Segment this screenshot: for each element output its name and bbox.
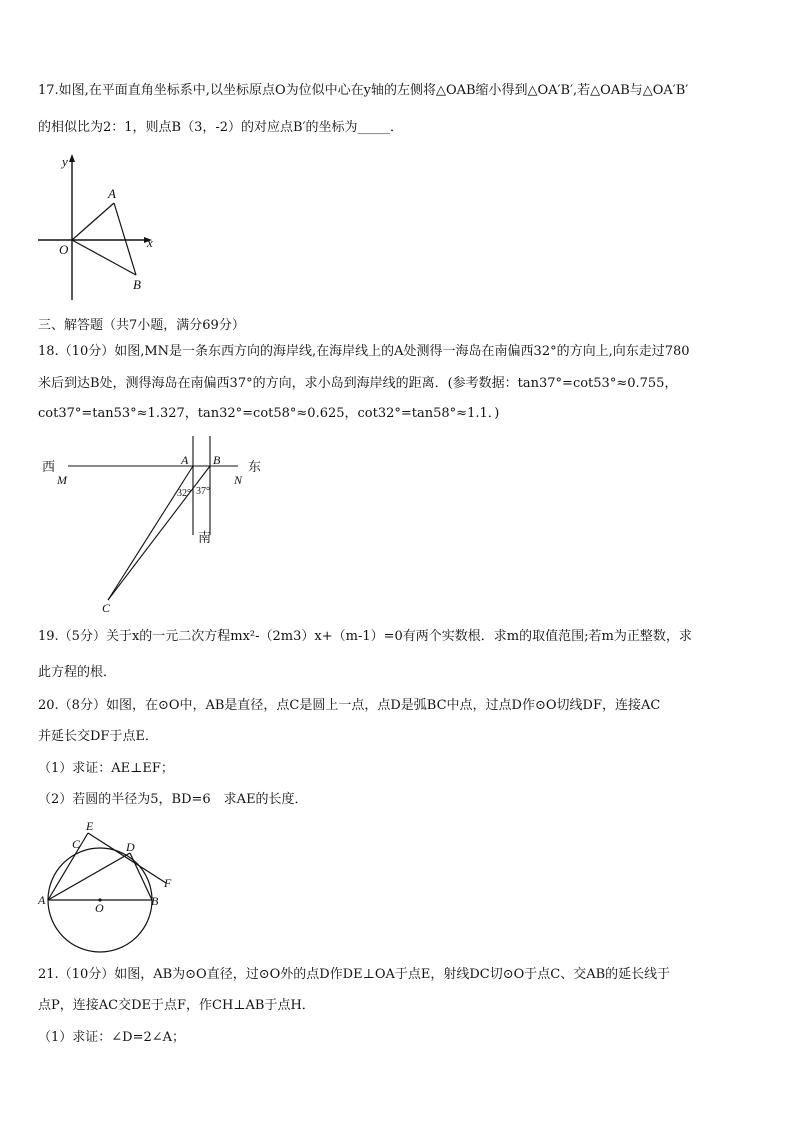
- q20-label-a: A: [38, 893, 46, 907]
- q20-label-d: D: [126, 840, 135, 854]
- q19-line1: 19.（5分）关于x的一元二次方程mx²-（2m3）x+（m-1）=0有两个实数根．求m的取值范围;若m为正整数，求: [38, 629, 692, 644]
- section-heading: 三、解答题（共7小题，满分69分）: [38, 318, 245, 333]
- q20-figure: [30, 815, 190, 955]
- q20-label-o: O: [95, 901, 104, 915]
- q18-label-a: A: [181, 453, 189, 467]
- q18-label-east: 东: [248, 459, 262, 474]
- q18-line3: cot37°=tan53°≈1.327，tan32°=cot58°≈0.625，cot32°=tan58°≈1.1．): [38, 406, 500, 421]
- q18-label-m: M: [57, 473, 67, 487]
- q21-part1: （1）求证：∠D=2∠A；: [38, 1030, 186, 1045]
- q18-label-b: B: [213, 453, 221, 467]
- q17-label-x: x: [147, 235, 153, 250]
- q17-label-o: O: [59, 242, 69, 257]
- q20-label-b: B: [151, 894, 159, 908]
- q18-label-n: N: [234, 473, 243, 487]
- q20-segment-ad: [48, 853, 130, 900]
- q21-line1: 21.（10分）如图，AB为⊙O直径，过⊙O外的点D作DE⊥OA于点E，射线DC切⊙O于点C、交AB的延长线于: [38, 967, 671, 982]
- q20-part2: （2）若圆的半径为5，BD=6 求AE的长度．: [38, 792, 308, 807]
- q18-label-west: 西: [42, 459, 56, 474]
- q18-label-angle1: 32°: [177, 488, 191, 499]
- q21-line2: 点P，连接AC交DE于点F，作CH⊥AB于点H．: [38, 998, 315, 1013]
- q17-segment-oa: [72, 203, 114, 240]
- q20-label-c: C: [72, 837, 81, 851]
- q18-label-south: 南: [198, 530, 212, 545]
- q18-line2: 米后到达B处，测得海岛在南偏西37°的方向，求小岛到海岸线的距离．(参考数据：tan37°=cot53°≈0.755，: [38, 376, 678, 391]
- q18-segment-bc: [108, 466, 210, 600]
- q20-label-e: E: [86, 819, 94, 833]
- q18-figure: [30, 430, 270, 620]
- q20-label-f: F: [164, 876, 172, 890]
- q20-segment-bd: [130, 853, 152, 900]
- q20-segment-ae: [48, 833, 88, 900]
- q20-line1: 20.（8分）如图，在⊙O中，AB是直径，点C是圆上一点，点D是弧BC中点，过点D作⊙O切线DF，连接AC: [38, 698, 661, 713]
- q18-line1: 18.（10分）如图,MN是一条东西方向的海岸线,在海岸线上的A处测得一海岛在南偏西32°的方向上,向东走过780: [38, 344, 690, 359]
- q17-label-a: A: [108, 186, 116, 201]
- q18-label-angle2: 37°: [196, 486, 210, 497]
- q20-part1: （1）求证：AE⊥EF；: [38, 761, 174, 776]
- q17-line2: 的相似比为2：1，则点B（3，-2）的对应点B′的坐标为_____．: [38, 120, 404, 135]
- q18-segment-ac: [108, 466, 193, 600]
- q17-y-arrow: [69, 154, 75, 162]
- q20-line2: 并延长交DF于点E．: [38, 729, 158, 744]
- q17-line1: 17.如图,在平面直角坐标系中,以坐标原点O为位似中心在y轴的左侧将△OAB缩小得到△OA′B′,若△OAB与△OA′B′: [38, 83, 689, 98]
- q18-label-c: C: [102, 601, 111, 615]
- q17-label-b: B: [133, 277, 141, 292]
- q17-figure: [30, 150, 170, 305]
- q19-line2: 此方程的根．: [38, 665, 117, 680]
- q17-label-y: y: [62, 154, 68, 169]
